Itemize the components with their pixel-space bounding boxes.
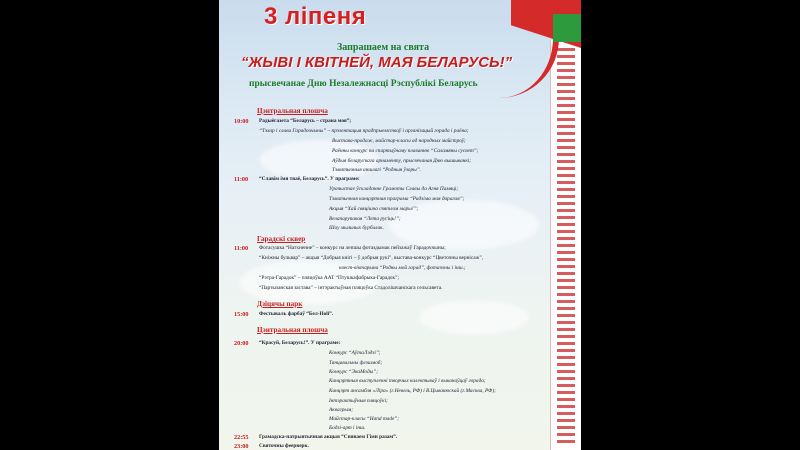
event-line: Шоу мыльных бурбалак. [329,225,384,231]
event-time: 23:00 [234,443,249,450]
event-line: Конкурс “АўтаЛэдзі”; [329,350,381,356]
event-line: Выстава-продаж, майстар-класы ад народных майстроў; [332,138,466,144]
event-line: квест-віктарына “Родны мой горад”, фотазоны і інш.; [339,265,466,271]
event-time: 10:00 [234,118,249,125]
event-time: 22:55 [234,434,249,441]
event-line: Фестываль фарбаў “Бел-Holi”. [259,311,334,317]
event-date: 3 ліпеня [264,3,367,30]
event-line: Радыёгазета “Беларусь – страна моя”; [259,118,352,124]
event-line: Раённы конкурс па спартыўнаму плаванню “Саламяны сусвет”; [332,148,479,154]
venue-heading: Гарадскі сквер [257,235,306,243]
event-time: 11:00 [234,245,249,252]
event-line: Канцэрт ансамбля «Ліра» (г.Невель, РФ) і В.Цыванюскай (г.Масква, РФ); [329,388,496,394]
national-ornament-border [550,40,581,450]
event-line: “Кніжны бульвар” – акцыя “Добрыя кнігі – ў добрыя рукі”, выстава-конкурс “Цветочны вернісаж”, [259,255,483,261]
cloud-decoration [419,300,529,335]
poster [219,0,581,450]
venue-heading: Цэнтральная плошча [257,107,328,115]
event-line: Тэматычныя аншлагі “Родныя ўзоры”. [332,167,421,173]
invitation-text: Запрашаем на свята [337,42,430,53]
event-line: “Славім імя тваё, Беларусь”. У праграме: [259,176,360,182]
event-line: Канцэртныя выступленні творчых калектываў і выканаўцаў горада; [329,378,486,384]
event-line: Акцыя “Хай свяцішча святлом мары!”; [329,206,419,212]
event-line: “Тэхар і слава Гарадоччыны” – прэзентацыя прадпрыемстваў і арганізацый горада і раёна; [259,128,469,134]
event-line: “Рэтра-Гарадок” – пляцоўка ААТ “Птушкафабрыка-Гарадок”; [259,275,399,281]
event-line: Фотасушка “Натхненне” – конкурс на лепшы фотаздымак пейзажаў Гарадоччыны; [259,245,446,251]
event-line: “Партызанская застава” – інтэрактыўная пляцоўка Стадолішчанскага сельсавета. [259,285,443,291]
festival-title: “ЖЫВІ І КВІТНЕЙ, МАЯ БЕЛАРУСЬ!” [241,54,513,71]
event-line: “Красуй, Беларусь!”. У праграме: [259,340,341,346]
event-line: Танцавальны флэшмоб; [329,360,383,366]
dedication-text: прысвечанае Дню Незалежнасці Рэспублікі Беларусь [249,79,478,89]
event-line: Інтэрактыўныя пляцоўкі; [329,398,388,404]
event-line: Грамадска-патрыятычная акцыя “Спяваем Гімн разам”. [259,434,398,440]
event-line: Аквагрым; [329,407,354,413]
venue-heading: Цэнтральная плошча [257,326,328,334]
flag-green-stripe [553,14,581,42]
event-line: Бодзі-арт і інш. [329,425,366,431]
event-time: 15:00 [234,311,249,318]
venue-heading: Дзіцячы парк [257,300,303,308]
event-time: 20:00 [234,340,249,347]
event-line: Майстар-класы “Hand made”; [329,416,400,422]
event-line: Урачыстае ўскладанне Грамоты Славы да Агня Памяці; [329,186,459,192]
event-line: Велапарупавая “Лета русіць!”; [329,216,401,222]
event-time: 11:00 [234,176,249,183]
event-line: Тэматычная канцэртная праграма “Радзіма мая дарагая”; [329,196,465,202]
event-line: Конкурс “ЭкаМоды”; [329,369,378,375]
event-line: Аўдыя беларускага арнаменту, прысвечаная Дню вышыванкі; [332,158,472,164]
event-line: Святочны феерверк. [259,443,309,449]
